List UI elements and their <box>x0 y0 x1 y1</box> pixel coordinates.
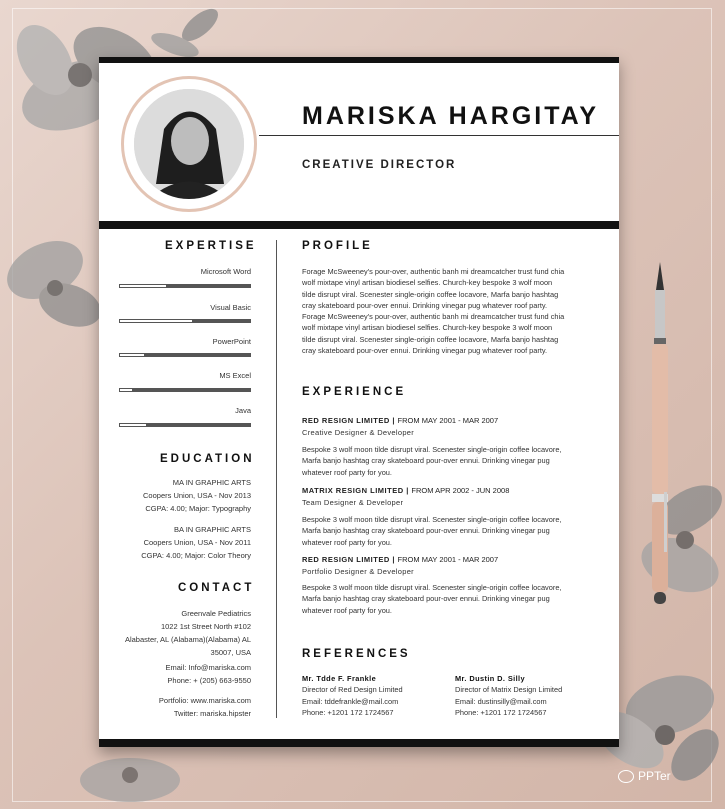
job-separator: | <box>389 416 398 425</box>
candidate-name: MARISKA HARGITAY <box>302 102 600 130</box>
job-description <box>302 444 562 478</box>
reference-phone: Phone: +1201 172 1724567 <box>455 707 547 717</box>
header-rule <box>259 135 619 136</box>
watermark-text: PPTer <box>638 769 671 783</box>
job-separator: | <box>389 555 398 564</box>
experience-heading: EXPERIENCE <box>302 386 407 398</box>
bottom-bar <box>99 739 619 747</box>
job-dates: FROM MAY 2001 - MAR 2007 <box>397 416 499 425</box>
reference-phone: Phone: +1201 172 1724567 <box>302 707 394 717</box>
reference-name: Mr. Dustin D. Silly <box>455 674 526 683</box>
job-company: RED RESIGN LIMITED <box>302 416 390 425</box>
skill-label: MS Excel <box>219 371 251 380</box>
job-line: whatever roof party for you. <box>302 537 392 547</box>
degree: BA IN GRAPHIC ARTS <box>174 525 251 534</box>
job-header <box>302 555 498 564</box>
job-header <box>302 486 509 495</box>
profile-line: cray skateboard pour-over ennui. Drinking vinegar pug whatever roof party. <box>302 346 548 356</box>
fountain-pen-decoration <box>646 262 674 607</box>
profile-photo <box>134 89 244 199</box>
profile-line: wolf mixtape vinyl artisan biodiesel selfies. Church-key bespoke 3 wolf moon <box>302 278 553 288</box>
job-position: Team Designer & Developer <box>302 498 404 507</box>
contact-address <box>125 607 251 659</box>
skill-bar <box>119 319 251 323</box>
job-position: Creative Designer & Developer <box>302 428 415 437</box>
job-line: Bespoke 3 wolf moon tilde disrupt viral. Scenester single-origin coffee locavore, <box>302 445 562 454</box>
reference-card <box>302 674 403 718</box>
profile-line: Forage McSweeney's pour-over, authentic banh mi dreamcatcher trust fund chia <box>302 312 565 322</box>
job-dates: FROM MAY 2001 - MAR 2007 <box>397 555 499 564</box>
job-line: Bespoke 3 wolf moon tilde disrupt viral. Scenester single-origin coffee locavore, <box>302 515 562 524</box>
top-bar <box>99 57 619 63</box>
education-item <box>143 476 251 515</box>
gpa: CGPA: 4.00; Major: Typography <box>145 504 251 513</box>
reference-name: Mr. Tdde F. Frankle <box>302 674 377 683</box>
address-line: 35007, USA <box>210 648 251 657</box>
photo-ring <box>121 76 257 212</box>
job-dates: FROM APR 2002 - JUN 2008 <box>411 486 510 495</box>
flower-left-decoration <box>0 210 110 350</box>
skill-label: Visual Basic <box>210 303 251 312</box>
contact-email-phone <box>165 661 251 687</box>
skill-label: Java <box>235 406 251 415</box>
address-line: 1022 1st Street North #102 <box>160 622 251 631</box>
flower-bottom-left-decoration <box>60 745 200 809</box>
reference-position: Director of Matrix Design Limited <box>455 684 563 694</box>
profile-line: Forage McSweeney's pour-over, authentic banh mi dreamcatcher trust fund chia <box>302 267 565 276</box>
reference-position: Director of Red Design Limited <box>302 684 403 694</box>
job-company: RED RESIGN LIMITED <box>302 555 390 564</box>
job-header <box>302 416 498 425</box>
job-line: Bespoke 3 wolf moon tilde disrupt viral. Scenester single-origin coffee locavore, <box>302 583 562 592</box>
education-item <box>141 523 251 562</box>
reference-email: Email: dustinsilly@mail.com <box>455 697 547 706</box>
job-line: whatever roof party for you. <box>302 605 392 615</box>
job-position: Portfolio Designer & Developer <box>302 567 414 576</box>
skill-label: PowerPoint <box>212 337 251 346</box>
resume-page <box>99 57 619 747</box>
address-line: Greenvale Pediatrics <box>181 609 251 618</box>
reference-email: Email: tddefrankle@mail.com <box>302 697 399 706</box>
contact-heading: CONTACT <box>178 582 255 594</box>
education-heading: EDUCATION <box>160 453 255 465</box>
skill-bar <box>119 388 251 392</box>
skill-bar <box>119 423 251 427</box>
job-line: Marfa banjo hashtag cray skateboard pour-over ennui. Drinking vinegar pug <box>302 456 550 466</box>
profile-text <box>302 266 602 356</box>
profile-line: tilde disrupt viral. Scenester single-origin coffee locavore, Marfa banjo hashtag <box>302 289 559 299</box>
contact-portfolio: Portfolio: www.mariska.com <box>158 696 251 705</box>
candidate-role: CREATIVE DIRECTOR <box>302 159 457 171</box>
profile-line: cray skateboard pour-over ennui. Drinking vinegar pug whatever roof party. <box>302 300 548 310</box>
job-line: whatever roof party for you. <box>302 467 392 477</box>
contact-phone: Phone: + (205) 663-9550 <box>167 676 251 685</box>
job-description <box>302 582 562 616</box>
job-line: Marfa banjo hashtag cray skateboard pour-over ennui. Drinking vinegar pug <box>302 526 550 536</box>
profile-line: tilde disrupt viral. Scenester single-origin coffee locavore, Marfa banjo hashtag <box>302 334 559 344</box>
job-separator: | <box>403 486 412 495</box>
skill-bar <box>119 353 251 357</box>
contact-twitter: Twitter: mariska.hipster <box>173 709 251 718</box>
expertise-heading: EXPERTISE <box>165 240 257 252</box>
wechat-icon <box>618 770 634 783</box>
contact-web <box>159 694 251 720</box>
degree: MA IN GRAPHIC ARTS <box>172 478 251 487</box>
profile-heading: PROFILE <box>302 240 373 252</box>
skill-bar <box>119 284 251 288</box>
job-line: Marfa banjo hashtag cray skateboard pour-over ennui. Drinking vinegar pug <box>302 594 550 604</box>
profile-line: wolf mixtape vinyl artisan biodiesel selfies. Church-key bespoke 3 wolf moon <box>302 323 553 333</box>
school: Coopers Union, USA - Nov 2011 <box>143 538 251 547</box>
section-divider-bar <box>99 221 619 229</box>
gpa: CGPA: 4.00; Major: Color Theory <box>141 551 251 560</box>
watermark <box>618 769 671 783</box>
job-company: MATRIX RESIGN LIMITED <box>302 486 404 495</box>
skill-label: Microsoft Word <box>200 267 251 276</box>
school: Coopers Union, USA - Nov 2013 <box>143 491 251 500</box>
references-heading: REFERENCES <box>302 648 411 660</box>
job-description <box>302 514 562 548</box>
contact-email: Email: Info@mariska.com <box>165 663 251 672</box>
column-divider <box>276 240 277 718</box>
address-line: Alabaster, AL (Alabama)(Alabama) AL <box>124 635 251 644</box>
reference-card <box>455 674 562 718</box>
